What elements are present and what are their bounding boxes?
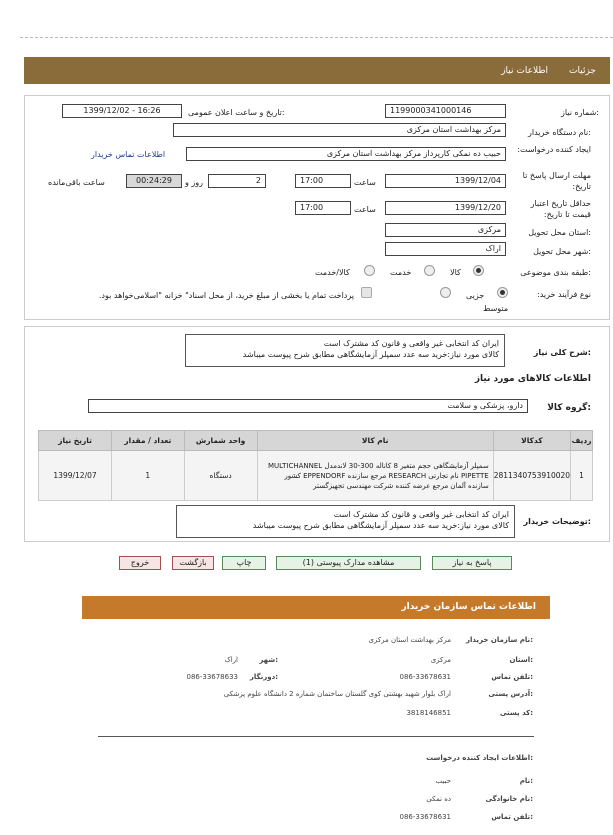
buyer-org-field: مرکز بهداشت استان مرکزی: [173, 123, 506, 137]
need-number-field: 1199000341000146: [385, 104, 506, 118]
contact-org-value: مرکز بهداشت استان مرکزی: [368, 636, 451, 644]
cell-row: 1: [571, 451, 593, 501]
contact-title-bar: [82, 596, 550, 619]
category-service-radio[interactable]: [424, 265, 435, 276]
city-label: شهر محل تحویل:: [533, 247, 591, 256]
contact-fax-value: 086-33678633: [186, 673, 238, 681]
category-goods-label: کالا: [450, 268, 461, 277]
col-date: تاریخ نیاز: [39, 431, 112, 451]
contact-postal-value: 3818146851: [406, 709, 451, 717]
reply-deadline-label: مهلت ارسال پاسخ تا تاریخ:: [522, 171, 591, 191]
exit-button[interactable]: خروج: [119, 556, 161, 570]
cell-qty: 1: [112, 451, 185, 501]
province-field: مرکزی: [385, 223, 506, 237]
creator-name-label: نام:: [519, 777, 533, 785]
creator-family-label: نام خانوادگی:: [485, 795, 533, 803]
contact-postal-label: کد پستی:: [499, 709, 533, 717]
contact-address-value: اراک بلوار شهید بهشتی کوی گلستان ساختمان شماره 2 دانشگاه علوم پزشکی: [223, 690, 451, 698]
cell-unit: دستگاه: [184, 451, 257, 501]
category-label: طبقه بندی موضوعی:: [520, 268, 591, 277]
page-header-bar: [24, 57, 610, 84]
price-time-field: 17:00: [295, 201, 351, 215]
reply-time-label: ساعت: [354, 178, 376, 187]
cell-date: 1399/12/07: [39, 451, 112, 501]
category-service-label: خدمت: [390, 268, 412, 277]
contact-title: اطلاعات تماس سازمان خریدار: [401, 602, 536, 612]
creator-phone-label: تلفن تماس:: [491, 813, 533, 821]
col-row: ردیف: [571, 431, 593, 451]
creator-family-value: ده نمکی: [426, 795, 451, 803]
summary-label: شرح کلی نیاز:: [533, 348, 591, 357]
contact-phone-value: 086-33678631: [399, 673, 451, 681]
contact-phone-label: تلفن تماس:: [491, 673, 533, 681]
table-header-row: [39, 431, 593, 451]
contact-address-label: آدرس پستی:: [488, 690, 533, 698]
process-medium-label: متوسط: [483, 304, 509, 313]
tab-need-info[interactable]: اطلاعات نیاز: [501, 66, 548, 76]
contact-province-value: مرکزی: [430, 656, 451, 664]
reply-time-field: 17:00: [295, 174, 351, 188]
top-divider: [20, 37, 613, 38]
buyer-notes-label: توضیحات خریدار:: [523, 517, 591, 526]
price-validity-label: حداقل تاریخ اعتبار قیمت تا تاریخ:: [530, 199, 591, 219]
need-number-label: شماره نیاز:: [560, 108, 599, 117]
items-table: [38, 430, 593, 501]
buyer-notes-line-1: ایران کد انتخابی غیر واقعی و قانون کد مشترک است: [333, 510, 509, 519]
group-label: گروه کالا:: [547, 403, 591, 413]
city-field: اراک: [385, 242, 506, 256]
contact-divider: [98, 736, 534, 737]
attachments-button[interactable]: مشاهده مدارک پیوستی (1): [276, 556, 421, 570]
price-date-field: 1399/12/20: [385, 201, 506, 215]
group-field: دارو، پزشکی و سلامت: [88, 399, 528, 413]
buyer-notes-line-2: کالای مورد نیاز:خرید سه عدد سمپلر آزمایشگاهی مطابق شرح پیوست میباشد: [252, 521, 509, 530]
buyer-org-label: نام دستگاه خریدار:: [527, 128, 591, 137]
reply-button[interactable]: پاسخ به نیاز: [432, 556, 512, 570]
contact-org-label: نام سازمان خریدار:: [465, 636, 533, 644]
reply-date-field: 1399/12/04: [385, 174, 506, 188]
price-time-label: ساعت: [354, 205, 376, 214]
buyer-contact-link[interactable]: اطلاعات تماس خریدار: [91, 150, 166, 159]
creator-phone-value: 086-33678631: [399, 813, 451, 821]
items-title: اطلاعات کالاهای مورد نیاز: [474, 374, 591, 384]
category-goods-service-label: کالا/خدمت: [315, 268, 350, 277]
process-medium-radio[interactable]: [440, 287, 451, 298]
process-partial-label: جزیی: [466, 291, 485, 300]
print-button[interactable]: چاپ: [222, 556, 266, 570]
col-name: نام کالا: [257, 431, 493, 451]
treasury-payment-note: پرداخت تمام یا بخشی از مبلغ خرید، از محل اسناد" خزانه "اسلامی‌خواهد بود.: [98, 291, 354, 300]
creator-title: اطلاعات ایجاد کننده درخواست:: [426, 754, 533, 762]
cell-name: سمپلر آزمایشگاهی حجم متغیر 8 کاناله 300-30 لاندمدل MULTICHANNEL PIPETTE نام تجارتی RESEARCH مرجع سازنده EPPENDORF کشور سازنده آلمان مرجع عرضه کننده شرکت مهندسی تجهیزگستر: [257, 451, 493, 501]
summary-box: [185, 334, 505, 367]
treasury-payment-checkbox[interactable]: [361, 287, 372, 298]
summary-line-2: کالای مورد نیاز:خرید سه عدد سمپلر آزمایشگاهی مطابق شرح پیوست میباشد: [242, 350, 499, 359]
requester-field: حبیب ده نمکی کارپرداز مرکز بهداشت استان مرکزی: [186, 147, 506, 161]
buyer-notes-box: [176, 505, 515, 538]
col-code: کدکالا: [493, 431, 570, 451]
remaining-label: ساعت باقی‌مانده: [48, 178, 105, 187]
contact-province-label: استان:: [509, 656, 533, 664]
days-field: 2: [208, 174, 266, 188]
province-label: استان محل تحویل:: [528, 228, 591, 237]
days-label: روز و: [185, 178, 203, 187]
process-label: نوع فرآیند خرید:: [537, 290, 591, 299]
col-unit: واحد شمارش: [184, 431, 257, 451]
contact-city-label: شهر:: [259, 656, 278, 664]
back-button[interactable]: بازگشت: [172, 556, 214, 570]
category-goods-service-radio[interactable]: [364, 265, 375, 276]
creator-name-value: حبیب: [435, 777, 451, 785]
contact-fax-label: دورنگار:: [249, 673, 278, 681]
requester-label: ایجاد کننده درخواست:: [517, 145, 591, 154]
remaining-time-field: 00:24:29: [126, 174, 182, 188]
announce-field: 1399/12/02 - 16:26: [62, 104, 182, 118]
category-goods-radio[interactable]: [473, 265, 484, 276]
process-partial-radio[interactable]: [497, 287, 508, 298]
summary-line-1: ایران کد انتخابی غیر واقعی و قانون کد مشترک است: [323, 339, 499, 348]
tab-details[interactable]: جزئیات: [569, 66, 596, 76]
cell-code: 2811340753910020: [493, 451, 570, 501]
table-row[interactable]: [39, 451, 593, 501]
col-qty: تعداد / مقدار: [112, 431, 185, 451]
contact-city-value: اراک: [224, 656, 238, 664]
announce-label: تاریخ و ساعت اعلان عمومی:: [188, 108, 285, 117]
